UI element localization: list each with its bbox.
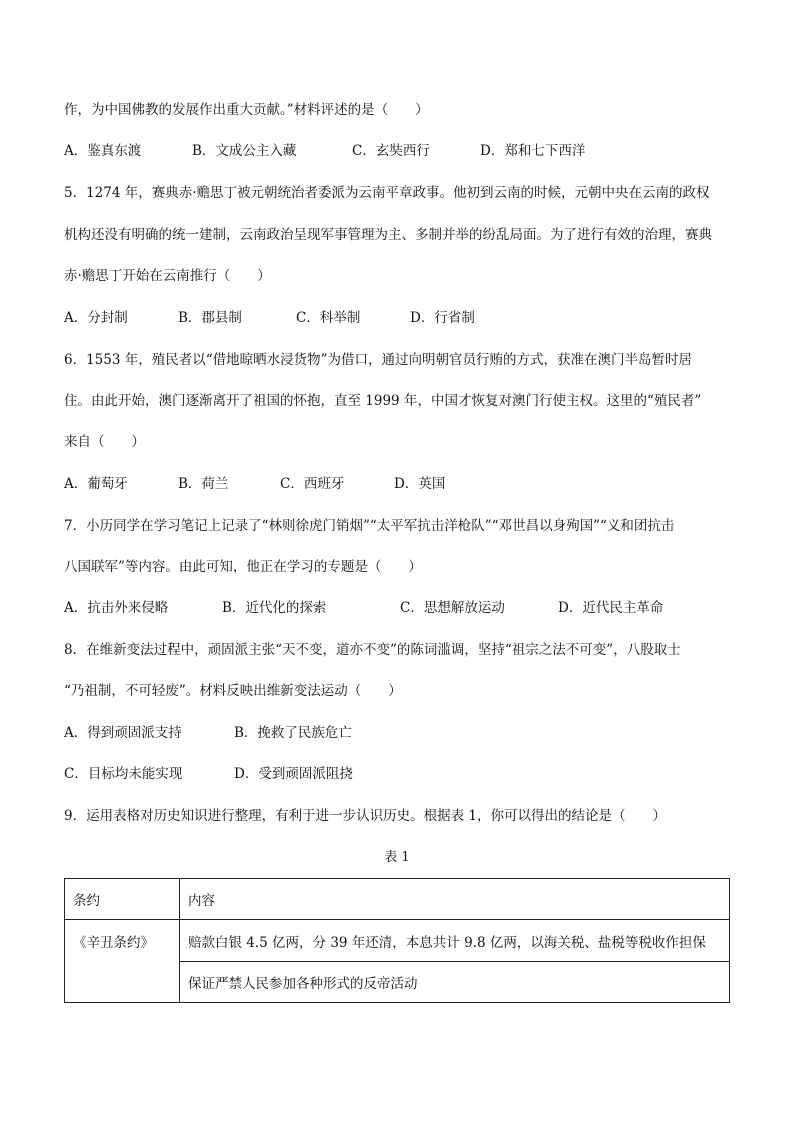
treaty-table [64,878,730,1003]
q6-stem-line-3: 来自（ ） [64,434,145,450]
table-row [65,920,730,962]
q6-option-b[interactable]: B．荷兰 [178,476,229,492]
q5-option-c[interactable]: C．科举制 [296,310,361,326]
q7-stem-line-2: 八国联军”等内容。由此可知，他正在学习的专题是（ ） [64,559,422,575]
q4-option-a[interactable]: A．鉴真东渡 [64,143,142,159]
header-treaty: 条约 [65,879,180,920]
table-caption: 表 1 [384,850,410,865]
q4-option-b[interactable]: B．文成公主入藏 [192,143,297,159]
q5-stem-line-3: 赤·赡思丁开始在云南推行（ ） [64,268,271,284]
q8-option-a[interactable]: A．得到顽固派支持 [64,725,182,741]
q5-stem-line-1: 5．1274 年，赛典赤·赡思丁被元朝统治者委派为云南平章政事。他初到云南的时候，元朝中央在云南的政权 [64,185,710,201]
q5-option-a[interactable]: A．分封制 [64,310,128,326]
q5-option-b[interactable]: B．郡县制 [178,310,242,326]
q5-stem-line-2: 机构还没有明确的统一建制，云南政治呈现军事管理为主、多制并举的纷乱局面。为了进行有效的治理，赛典 [64,227,712,243]
q8-stem-line-2: “乃祖制，不可轻废”。材料反映出维新变法运动（ ） [64,683,402,699]
q6-option-a[interactable]: A．葡萄牙 [64,476,128,492]
q8-option-d[interactable]: D．受到顽固派阻挠 [234,766,353,782]
q7-stem-line-1: 7．小历同学在学习笔记上记录了“林则徐虎门销烟”“太平军抗击洋枪队”“邓世昌以身殉国”“义和团抗击 [64,518,675,534]
q7-option-a[interactable]: A．抗击外来侵略 [64,600,169,616]
q8-option-c[interactable]: C．目标均未能实现 [64,766,183,782]
q6-stem-line-1: 6．1553 年，殖民者以“借地晾晒水浸货物”为借口，通过向明朝官员行贿的方式，获准在澳门半岛暂时居 [64,352,693,368]
q4-option-d[interactable]: D．郑和七下西洋 [480,143,586,159]
q7-option-b[interactable]: B．近代化的探索 [222,600,327,616]
q7-option-d[interactable]: D．近代民主革命 [558,600,664,616]
content-cell-2: 保证严禁人民参加各种形式的反帝活动 [180,962,730,1003]
q7-option-c[interactable]: C．思想解放运动 [400,600,505,616]
treaty-name-cell: 《辛丑条约》 [65,920,180,1003]
q6-option-d[interactable]: D．英国 [394,476,446,492]
q9-stem-line-1: 9．运用表格对历史知识进行整理，有利于进一步认识历史。根据表 1，你可以得出的结论是（ ） [64,808,666,824]
q8-stem-line-1: 8．在维新变法过程中，顽固派主张“天不变，道亦不变”的陈词滥调，坚持“祖宗之法不可变”，八股取士 [64,642,681,658]
content-cell-1: 赔款白银 4.5 亿两，分 39 年还清，本息共计 9.8 亿两，以海关税、盐税等税收作担保 [180,920,730,962]
table-header-row [65,879,730,920]
q8-option-b[interactable]: B．挽救了民族危亡 [234,725,352,741]
q6-option-c[interactable]: C．西班牙 [280,476,345,492]
q5-option-d[interactable]: D．行省制 [410,310,475,326]
q4-option-c[interactable]: C．玄奘西行 [352,143,430,159]
q6-stem-line-2: 住。由此开始，澳门逐渐离开了祖国的怀抱，直至 1999 年，中国才恢复对澳门行使主权。这里的“殖民者” [64,393,702,409]
header-content: 内容 [180,879,730,920]
q4-stem-end: 作，为中国佛教的发展作出重大贡献。”材料评述的是（ ） [64,102,429,118]
